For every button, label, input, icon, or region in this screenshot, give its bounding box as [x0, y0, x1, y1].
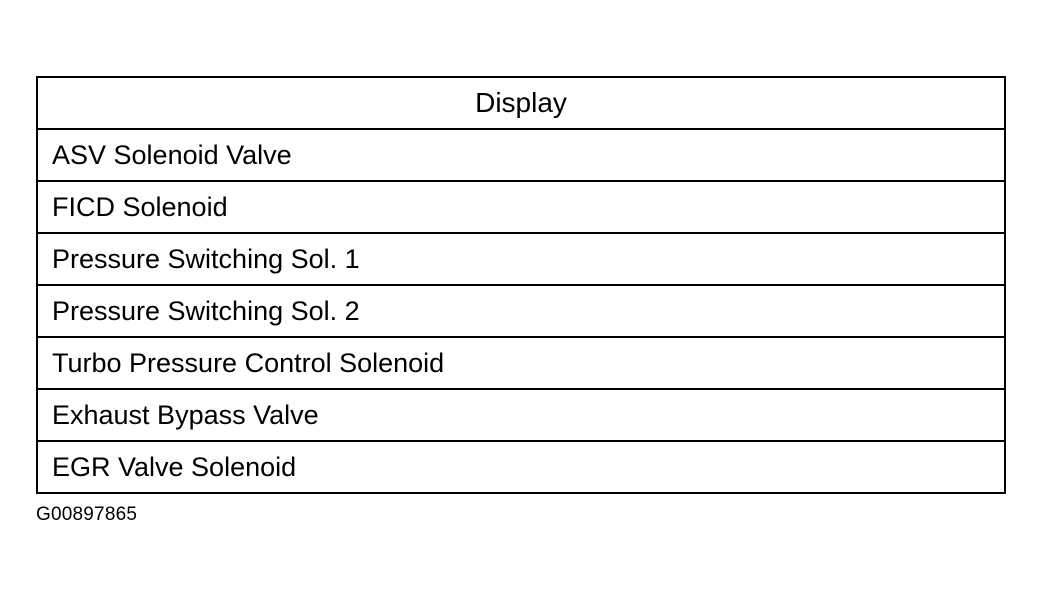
table-cell-display: ASV Solenoid Valve	[37, 129, 1005, 181]
table-header-row	[37, 77, 1005, 129]
table-row	[37, 233, 1005, 285]
table-cell-display: FICD Solenoid	[37, 181, 1005, 233]
table-row	[37, 441, 1005, 493]
table-header-cell: Display	[37, 77, 1005, 129]
table-row	[37, 285, 1005, 337]
display-table	[36, 76, 1006, 494]
table-cell-display: Pressure Switching Sol. 2	[37, 285, 1005, 337]
table-cell-display: Pressure Switching Sol. 1	[37, 233, 1005, 285]
display-table-container	[36, 76, 1006, 494]
table-row	[37, 389, 1005, 441]
table-row	[37, 337, 1005, 389]
figure-caption: G00897865	[36, 504, 138, 525]
table-cell-display: Turbo Pressure Control Solenoid	[37, 337, 1005, 389]
table-cell-display: EGR Valve Solenoid	[37, 441, 1005, 493]
table-row	[37, 129, 1005, 181]
table-row	[37, 181, 1005, 233]
table-cell-display: Exhaust Bypass Valve	[37, 389, 1005, 441]
